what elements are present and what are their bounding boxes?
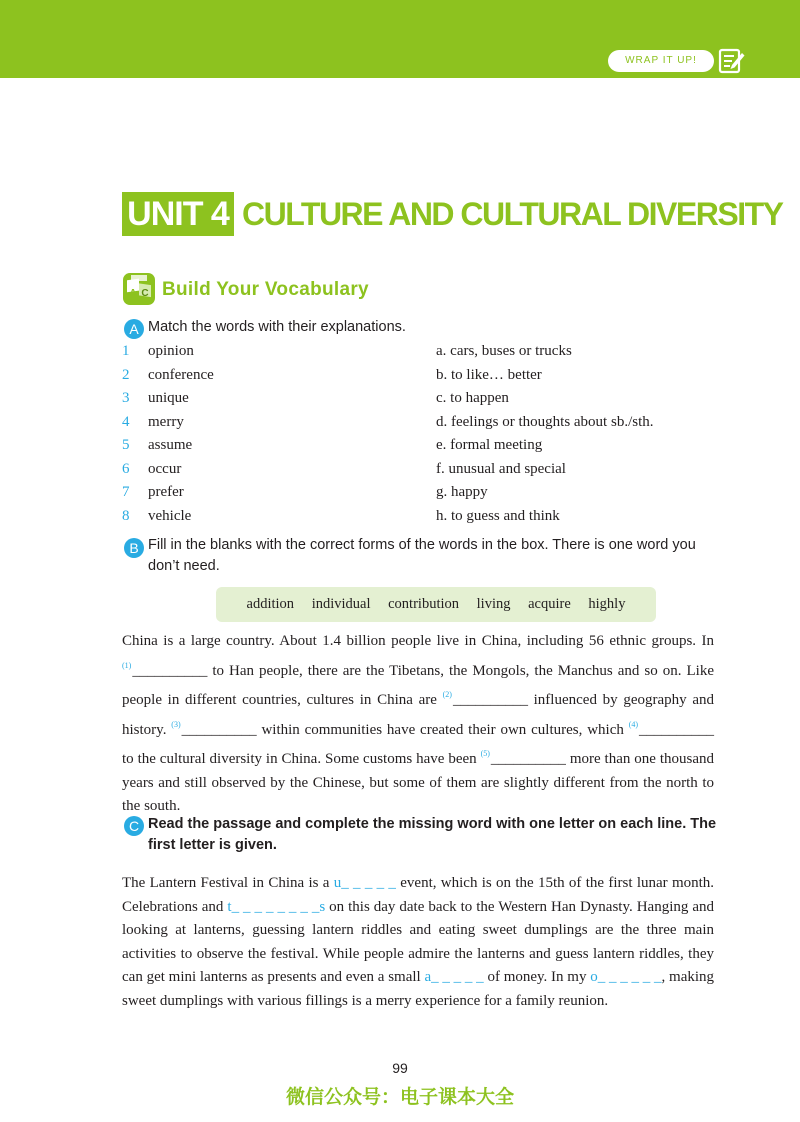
watermark-text: 微信公众号：电子课本大全: [285, 1086, 514, 1108]
passage-text: of money. In my: [487, 969, 587, 985]
vocab-explanation: b. to like… better: [436, 366, 542, 383]
blank-number: (4): [628, 719, 639, 729]
abc-blocks-icon: [122, 272, 156, 306]
vocab-row: [122, 387, 722, 410]
blank-number: (5): [480, 749, 490, 758]
word-box-item: addition: [246, 596, 295, 612]
blank-3[interactable]: __________: [181, 721, 257, 738]
vocab-explanation: c. to happen: [436, 390, 509, 406]
passage-text: influenced by geography and history.: [122, 692, 714, 738]
word-box-item: acquire: [528, 596, 571, 612]
svg-text:C: C: [141, 288, 149, 299]
passage-text: The Lantern Festival in China is a: [122, 875, 330, 891]
part-b-badge: B: [124, 538, 144, 558]
vocab-word: vehicle: [148, 507, 192, 524]
vocab-row: [122, 411, 722, 434]
vocab-word: opinion: [148, 343, 194, 359]
blank-number: (3): [171, 719, 181, 729]
vocab-explanation: e. formal meeting: [436, 437, 543, 453]
svg-text:A: A: [129, 288, 137, 299]
vocab-explanation: g. happy: [436, 484, 488, 500]
missing-word-3[interactable]: a_ _ _ _ _: [424, 969, 484, 985]
vocab-row: [122, 364, 722, 387]
unit-number-label: UNIT 4: [122, 192, 234, 236]
blank-5[interactable]: __________: [490, 751, 566, 767]
part-c-badge: C: [124, 816, 144, 836]
passage-text: within communities have created their own cultures, which: [261, 721, 624, 738]
passage-text: more than one thousand years and still observed by the Chinese, but some of them are slightly different from the north to the south.: [122, 751, 714, 814]
vocab-word: prefer: [148, 484, 184, 500]
vocab-word: conference: [148, 366, 214, 383]
vocab-number: 7: [122, 484, 130, 500]
passage-text: event, which is on the 15th of the first lunar month. Celebrations and: [122, 875, 715, 915]
vocab-number: 1: [122, 343, 130, 359]
passage-text: , making sweet dumplings with various fillings is a merry experience for a family reunion.: [122, 969, 715, 1009]
part-b-instruction: Fill in the blanks with the correct forms of the words in the box. There is one word you don’t need.: [148, 537, 696, 574]
vocab-word: merry: [148, 413, 184, 430]
vocab-word: assume: [148, 437, 193, 453]
passage-text: China is a large country. About 1.4 billion people live in China, including 56 ethnic groups. In: [122, 633, 714, 649]
passage-text: to Han people, there are the Tibetans, the Mongols, the Manchus and so on. Like people in different countries, cultures in China are: [122, 662, 715, 708]
blank-number: (2): [442, 690, 452, 699]
section-title: Build Your Vocabulary: [162, 279, 369, 300]
vocab-number: 5: [122, 437, 130, 453]
vocab-number: 8: [122, 507, 130, 524]
vocab-explanation: a. cars, buses or trucks: [436, 343, 572, 359]
vocab-explanation: d. feelings or thoughts about sb./sth.: [436, 413, 654, 430]
vocab-number: 3: [122, 390, 130, 406]
blank-2[interactable]: __________: [452, 692, 528, 708]
word-box-item: contribution: [388, 596, 460, 612]
part-b-passage: [122, 630, 714, 819]
missing-word-2[interactable]: t_ _ _ _ _ _ _ _s: [227, 898, 326, 915]
part-c-passage: [122, 872, 714, 1013]
vocab-explanation: h. to guess and think: [436, 507, 560, 524]
vocab-row: [122, 505, 722, 528]
word-box-item: living: [476, 596, 511, 612]
blank-4[interactable]: __________: [639, 721, 715, 738]
passage-text: to the cultural diversity in China. Some customs have been: [122, 751, 477, 767]
vocab-number: 2: [122, 366, 130, 383]
part-a-instruction: Match the words with their explanations.: [148, 319, 406, 335]
vocab-row: [122, 340, 722, 363]
vocab-row: [122, 481, 722, 504]
unit-title: CULTURE AND CULTURAL DIVERSITY: [242, 196, 783, 232]
notepad-pencil-icon: [718, 47, 746, 75]
part-c-instruction: Read the passage and complete the missing word with one letter on each line. The first letter is given.: [148, 816, 717, 853]
word-box: [216, 587, 656, 622]
part-a-badge: A: [124, 319, 144, 339]
blank-number: (1): [122, 660, 132, 670]
passage-text: on this day date back to the Western Han Dynasty. Hanging and looking at lanterns, guessing lantern riddles and eating sweet dumplings are the three main activities to observe the festival. While people admire the lanterns and guess lantern riddles, they can get mini lanterns as presents and even a small: [122, 898, 714, 985]
missing-word-4[interactable]: o_ _ _ _ _ _: [590, 969, 662, 985]
word-box-item: highly: [588, 596, 626, 612]
wrap-it-up-tag: WRAP IT UP!: [608, 50, 714, 72]
vocab-explanation: f. unusual and special: [436, 460, 566, 477]
vocab-word: occur: [148, 460, 182, 477]
vocab-row: [122, 458, 722, 481]
vocab-number: 6: [122, 460, 130, 477]
vocab-word: unique: [148, 390, 189, 406]
vocab-row: [122, 434, 722, 457]
page-number: 99: [392, 1060, 408, 1076]
word-box-item: individual: [311, 596, 371, 612]
blank-1[interactable]: __________: [132, 662, 208, 679]
vocab-number: 4: [122, 413, 130, 430]
missing-word-1[interactable]: u_ _ _ _ _: [333, 875, 396, 891]
